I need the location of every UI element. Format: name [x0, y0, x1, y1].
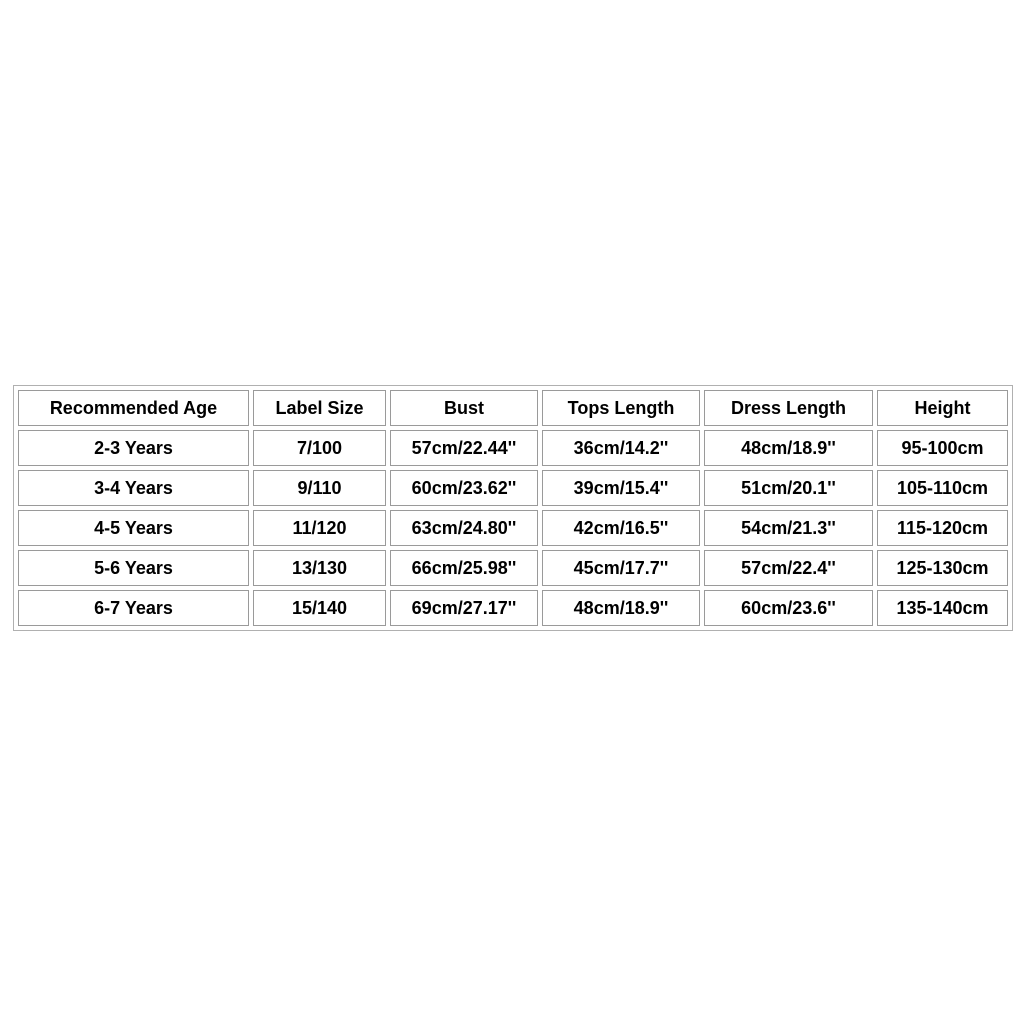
cell-label-size: 13/130 [253, 550, 386, 586]
table-row [18, 510, 1008, 546]
cell-recommended-age: 3-4 Years [18, 470, 249, 506]
cell-height: 95-100cm [877, 430, 1008, 466]
table-row [18, 550, 1008, 586]
table-row [18, 470, 1008, 506]
cell-bust: 69cm/27.17'' [390, 590, 538, 626]
cell-height: 115-120cm [877, 510, 1008, 546]
table-row [18, 430, 1008, 466]
table-row [18, 590, 1008, 626]
cell-label-size: 15/140 [253, 590, 386, 626]
cell-recommended-age: 4-5 Years [18, 510, 249, 546]
cell-bust: 63cm/24.80'' [390, 510, 538, 546]
cell-label-size: 11/120 [253, 510, 386, 546]
cell-label-size: 7/100 [253, 430, 386, 466]
header-tops-length: Tops Length [542, 390, 700, 426]
header-height: Height [877, 390, 1008, 426]
cell-tops-length: 36cm/14.2'' [542, 430, 700, 466]
cell-label-size: 9/110 [253, 470, 386, 506]
cell-dress-length: 57cm/22.4'' [704, 550, 873, 586]
cell-height: 125-130cm [877, 550, 1008, 586]
header-dress-length: Dress Length [704, 390, 873, 426]
cell-tops-length: 45cm/17.7'' [542, 550, 700, 586]
cell-dress-length: 51cm/20.1'' [704, 470, 873, 506]
table-header-row [18, 390, 1008, 426]
cell-height: 105-110cm [877, 470, 1008, 506]
cell-recommended-age: 2-3 Years [18, 430, 249, 466]
header-label-size: Label Size [253, 390, 386, 426]
header-bust: Bust [390, 390, 538, 426]
header-recommended-age: Recommended Age [18, 390, 249, 426]
cell-tops-length: 39cm/15.4'' [542, 470, 700, 506]
cell-dress-length: 48cm/18.9'' [704, 430, 873, 466]
cell-tops-length: 42cm/16.5'' [542, 510, 700, 546]
cell-bust: 57cm/22.44'' [390, 430, 538, 466]
cell-dress-length: 60cm/23.6'' [704, 590, 873, 626]
cell-tops-length: 48cm/18.9'' [542, 590, 700, 626]
cell-dress-length: 54cm/21.3'' [704, 510, 873, 546]
cell-recommended-age: 5-6 Years [18, 550, 249, 586]
cell-height: 135-140cm [877, 590, 1008, 626]
size-chart-table [13, 385, 1013, 631]
cell-bust: 66cm/25.98'' [390, 550, 538, 586]
cell-bust: 60cm/23.62'' [390, 470, 538, 506]
cell-recommended-age: 6-7 Years [18, 590, 249, 626]
